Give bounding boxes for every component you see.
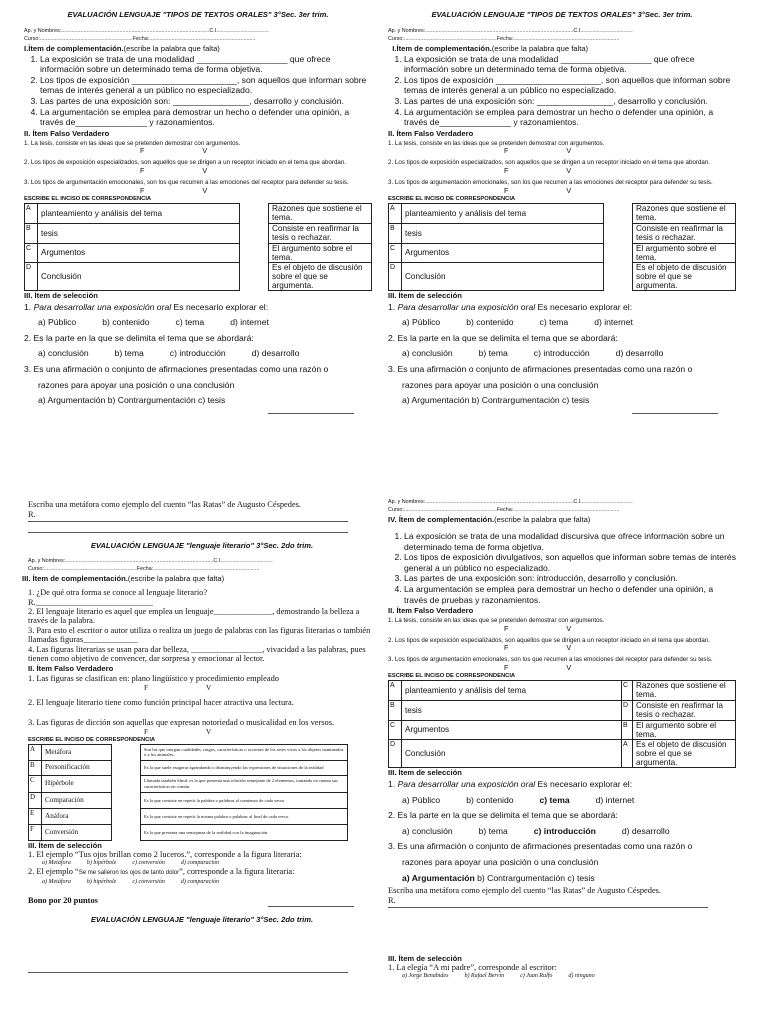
fill-item: 3. Las partes de una exposición son: ________________, desarrollo y conclusión. <box>404 96 736 107</box>
section-seleccion: III. Ítem de selección <box>388 953 462 963</box>
table-row: D Comparación Es la que consiste en repetir la palabra o palabras al comienzo de cada verso. <box>29 792 348 808</box>
student-name-line: Ap. y Nombres:...................................................................................................C.I................................... <box>388 499 633 505</box>
question: 2. El ejemplo “Se me salieron los ojos de tanto dolor”, corresponde a la figura literaria: <box>28 867 295 877</box>
signature-line <box>268 906 354 907</box>
fill-item: 2. Los tipos de exposición divulgativos, son aquellos que informan sobre temas de interés general a un público no especializado. <box>404 552 736 573</box>
course-date-line: Curso:..............................................................Fecha:....................................................................... <box>388 35 620 42</box>
fill-item: 4. La argumentación se emplea para demostrar un hecho o defender una opinión, a través de pruebas y razonamientos. <box>404 584 736 605</box>
options: a) Metáfora b) hipérbole c) conversión d) comparación <box>42 879 219 886</box>
question-cont: razones para apoyar una posición o una conclusión <box>402 379 599 390</box>
exam-answer-key <box>388 498 736 980</box>
fill-item: 1. La exposición se trata de una modalidad ___________________ que ofrece información sobre un determinado tema de forma objetiva. <box>40 54 372 75</box>
tf-options: F V <box>504 643 572 653</box>
fill-item: 1. La exposición se trata de una modalidad ___________________ que ofrece información sobre un determinado tema de forma objetiva. <box>404 54 736 75</box>
tf-items <box>28 674 376 735</box>
question: 2. Es la parte en la que se delimita el tema que se abordará: <box>388 810 618 821</box>
correspondence-title: ESCRIBE EL INCISO DE CORRESPONDENCIA <box>388 672 516 679</box>
table-row: C Argumentos B El argumento sobre el tema. <box>389 720 736 739</box>
bono-label: Bono por 20 puntos <box>28 896 98 906</box>
tf-options: F V <box>504 165 572 175</box>
table-row: A planteamiento y análisis del tema C Razones que sostiene el tema. <box>389 680 736 700</box>
tf-item: 1. Las figuras se clasifican en: plano lingüístico y procedimiento empleado <box>28 674 279 684</box>
tf-options: F V <box>504 146 572 156</box>
tf-item: 1. La tesis, consiste en las ideas que se pretenden demostrar con argumentos. <box>388 617 605 625</box>
fill-item: 4. Las figuras literarias se usan para dar belleza, _________________, vivacidad a las palabras, pues tienen como objetivo de convencer, dar sorpresa y emocionar al lector. <box>28 644 366 664</box>
tf-item: 3. Las figuras de dicción son aquellas que expresan notoriedad o musicalidad en los versos. <box>28 718 335 728</box>
answer-line: R. <box>28 510 348 522</box>
bono-row <box>28 896 376 907</box>
student-name-line: Ap. y Nombres:...................................................................................................C.I................................... <box>388 27 633 34</box>
section-falso-verdadero: II. Ítem Falso Verdadero <box>28 664 114 674</box>
answer-line <box>28 972 348 973</box>
question: 3. Es una afirmación o conjunto de afirmaciones presentadas como una razón o <box>388 841 693 852</box>
section-complementacion: I.Ítem de complementación.(escribe la palabra que falta) <box>24 43 220 53</box>
exam-title: EVALUACIÓN LENGUAJE "TIPOS DE TEXTOS ORALES" 3°Sec. 3er trim. <box>431 10 693 19</box>
correspondence-title: ESCRIBE EL INCISO DE CORRESPONDENCIA <box>24 195 152 202</box>
selection-items <box>388 777 736 886</box>
exam-tipos-textos-orales <box>24 10 372 414</box>
options: a) conclusión b) tema c) introducción d) desarrollo <box>38 348 300 359</box>
question-cont: razones para apoyar una posición o una conclusión <box>402 856 599 867</box>
tf-item: 1. La tesis, consiste en las ideas que se pretenden demostrar con argumentos. <box>24 139 241 147</box>
correspondence-title: ESCRIBE EL INCISO DE CORRESPONDENCIA <box>28 736 156 743</box>
tf-options: F V <box>140 146 208 156</box>
tf-item: 3. Los tipos de argumentación emocionales, son los que recurren a las emociones del receptor para defender su tesis. <box>388 178 713 186</box>
selection-items <box>24 300 372 409</box>
exam-lenguaje-literario <box>22 500 376 973</box>
fill-item: R.____________________________ <box>28 597 153 607</box>
tf-item: 3. Los tipos de argumentación emocionales, son los que recurren a las emociones del receptor para defender su tesis. <box>24 178 349 186</box>
tf-options: F V <box>140 185 208 195</box>
table-row: D Conclusión Es el objeto de discusión sobre el que se argumenta. <box>25 262 372 290</box>
fill-item: 3. Para esto el escritor o autor utiliza o realiza un juego de palabras con las figuras literarias o también llamadas figuras_____________ <box>28 625 371 645</box>
table-row: C Argumentos El argumento sobre el tema. <box>25 243 372 262</box>
question: 1. Para desarrollar una exposición oral Es necesario explorar el: <box>24 301 269 312</box>
course-date-line: Curso:..............................................................Fecha:....................................................................... <box>28 566 260 573</box>
table-row: B tesis D Consiste en reafirmar la tesis o rechazar. <box>389 700 736 720</box>
options: a) conclusión b) tema c) introducción d) desarrollo <box>402 348 664 359</box>
fill-in-list <box>24 54 372 128</box>
options: a) Público b) contenido c) tema d) internet <box>402 794 635 805</box>
fill-item: 2. El lenguaje literario es aquel que emplea un lenguaje______________, demostrando la belleza a través de la palabra. <box>28 607 360 626</box>
tf-item: 1. La tesis, consiste en las ideas que se pretenden demostrar con argumentos. <box>388 139 605 147</box>
student-name-line: Ap. y Nombres:...................................................................................................C.I................................... <box>28 558 273 565</box>
fill-in-list <box>388 54 736 128</box>
options: a) Jorge Benabides b) Rafael Bervín c) Juan Rulfo d) ninguno <box>402 973 595 980</box>
question: 2. Es la parte en la que se delimita el tema que se abordará: <box>388 332 618 343</box>
section-complementacion: IV. Ítem de complementación.(escribe la palabra que falta) <box>388 515 591 524</box>
correspondence-title: ESCRIBE EL INCISO DE CORRESPONDENCIA <box>388 195 516 202</box>
fill-item: 3. Las partes de una exposición son: ________________, desarrollo y conclusión. <box>40 96 372 107</box>
fill-item: 4. La argumentación se emplea para demostrar un hecho o defender una opinión, a través de_______________ y razonamientos. <box>404 107 736 128</box>
section-seleccion: III. Ítem de selección <box>388 290 462 300</box>
signature-line <box>632 413 718 414</box>
question-cont: razones para apoyar una posición o una conclusión <box>38 379 235 390</box>
answer-line: R. <box>388 896 708 908</box>
table-row: A Metáfora Son las que otorgan cualidades, rasgos, características o acciones de los seres vivos a los objetos inanimados o a los animales. <box>29 744 348 760</box>
question: 1. El ejemplo “Tus ojos brillan como 2 luceros.”, corresponde a la figura literaria: <box>28 849 302 859</box>
metaphor-question: Escriba una metáfora como ejemplo del cuento “las Ratas” de Augusto Céspedes. <box>28 500 302 509</box>
fill-in-list <box>388 531 736 605</box>
tf-options: F V <box>504 185 572 195</box>
tf-options: F V <box>144 727 212 736</box>
section-seleccion: III. Ítem de selección <box>24 290 98 300</box>
tf-options: F V <box>144 683 212 692</box>
table-row: B tesis Consiste en reafirmar la tesis o rechazar. <box>25 223 372 243</box>
table-row: D Conclusión Es el objeto de discusión sobre el que se argumenta. <box>389 262 736 290</box>
table-row: A planteamiento y análisis del tema Razones que sostiene el tema. <box>389 203 736 223</box>
table-row: C Hipérbole Llamada también Símil, es la que presenta una relación semejante de 2 elementos, tomando en cuenta sus características en común. <box>29 775 348 792</box>
exam-tipos-textos-orales-copy <box>388 10 736 414</box>
course-date-line: Curso:..............................................................Fecha:....................................................................... <box>388 507 620 513</box>
signature-line <box>268 413 354 414</box>
fill-item: 4. La argumentación se emplea para demostrar un hecho o defender una opinión, a través de_______________ y razonamientos. <box>40 107 372 128</box>
options: a) Público b) contenido c) tema d) internet <box>402 317 633 328</box>
question: 1. Para desarrollar una exposición oral Es necesario explorar el: <box>388 778 633 789</box>
section-falso-verdadero: II. Ítem Falso Verdadero <box>388 128 474 138</box>
tf-item: 3. Los tipos de argumentación emocionales, son los que recurren a las emociones del receptor para defender su tesis. <box>388 656 713 664</box>
fill-in-list <box>28 588 376 663</box>
options: a) Argumentación b) Contrargumentación c) tesis <box>402 872 595 883</box>
table-row: B Personificación Es la que suele exagerar agrandando o disminuyendo las expresiones de situaciones de la realidad <box>29 760 348 775</box>
fill-item: 2. Los tipos de exposición ______________________, son aquellos que informan sobre temas de interés general a un público no especializado. <box>404 75 736 96</box>
question: 2. Es la parte en la que se delimita el tema que se abordará: <box>24 332 254 343</box>
question: 3. Es una afirmación o conjunto de afirmaciones presentadas como una razón o <box>388 363 693 374</box>
correspondence-table <box>24 203 372 291</box>
exam-title: EVALUACIÓN LENGUAJE "lenguaje literario" 3°Sec. 2do trim. <box>90 540 314 550</box>
table-row: A planteamiento y análisis del tema Razones que sostiene el tema. <box>25 203 372 223</box>
tf-options: F V <box>140 165 208 175</box>
fill-item: 1. ¿De qué otra forma se conoce al lenguaje literario? <box>28 588 208 598</box>
tf-item: 2. Los tipos de exposición especializados, son aquellos que se dirigen a un receptor iniciado en el tema que abordan. <box>24 159 346 167</box>
exam-title: EVALUACIÓN LENGUAJE "lenguaje literario" 3°Sec. 2do trim. <box>90 915 314 925</box>
table-row: E Anáfora Es la que consiste en repetir la misma palabra o palabras al final de cada verso. <box>29 808 348 824</box>
tf-item: 2. Los tipos de exposición especializados, son aquellos que se dirigen a un receptor iniciado en el tema que abordan. <box>388 636 710 644</box>
table-row: C Argumentos El argumento sobre el tema. <box>389 243 736 262</box>
section-complementacion: I.Ítem de complementación.(escribe la palabra que falta) <box>392 43 589 53</box>
selection-items <box>28 850 376 887</box>
options: a) conclusión b) tema c) introducción d) desarrollo <box>402 825 670 836</box>
question: 1. Para desarrollar una exposición oral Es necesario explorar el: <box>388 301 633 312</box>
section-falso-verdadero: II. Ítem Falso Verdadero <box>24 128 110 138</box>
options: a) Argumentación b) Contrargumentación c) tesis <box>38 395 226 406</box>
section-seleccion: III. Ítem de selección <box>28 840 102 850</box>
tf-item: 2. El lenguaje literario tiene como función principal hacer atractiva una lectura. <box>28 697 294 707</box>
section-seleccion: III. Ítem de selección <box>388 767 462 777</box>
exam-title: EVALUACIÓN LENGUAJE "TIPOS DE TEXTOS ORALES" 3°Sec. 3er trim. <box>67 10 329 19</box>
course-date-line: Curso:..............................................................Fecha:....................................................................... <box>24 35 256 42</box>
fill-item: 3. Las partes de una exposición son: introducción, desarrollo y conclusión. <box>404 573 736 584</box>
answer-line <box>28 532 348 533</box>
table-row: B tesis Consiste en reafirmar la tesis o rechazar. <box>389 223 736 243</box>
tf-item: 2. Los tipos de exposición especializados, son aquellos que se dirigen a un receptor iniciado en el tema que abordan. <box>388 159 710 167</box>
question: 1. La elegía “A mi padre”, corresponde al escritor: <box>388 962 557 972</box>
question: 3. Es una afirmación o conjunto de afirmaciones presentadas como una razón o <box>24 363 329 374</box>
fill-item: 1. La exposición se trata de una modalidad discursiva que ofrece información sobre un determinado tema de forma objetiva. <box>404 531 736 552</box>
table-row: F Conversión Es la que presenta una semejanza de la realidad con la imaginación <box>29 824 348 840</box>
student-name-line: Ap. y Nombres:...................................................................................................C.I................................... <box>24 27 269 34</box>
correspondence-table <box>388 203 736 291</box>
table-row: D Conclusión A Es el objeto de discusión sobre el que se argumenta. <box>389 739 736 767</box>
options: a) Argumentación b) Contrargumentación c) tesis <box>402 395 590 406</box>
fill-item: 2. Los tipos de exposición ______________________, son aquellos que informan sobre temas de interés general a un público no especializado. <box>40 75 372 96</box>
tf-options: F V <box>504 623 572 633</box>
metaphor-question: Escriba una metáfora como ejemplo del cuento “las Ratas” de Augusto Céspedes. <box>388 886 662 896</box>
section-complementacion: III. Ítem de complementación.(escribe la palabra que falta) <box>22 574 225 584</box>
options: a) Público b) contenido c) tema d) internet <box>38 317 269 328</box>
correspondence-table <box>28 744 348 841</box>
tf-options: F V <box>504 662 572 672</box>
options: a) Metáfora b) hipérbole c) conversión d) comparación <box>42 860 219 867</box>
selection-items <box>388 300 736 409</box>
section-falso-verdadero: II. Ítem Falso Verdadero <box>388 606 474 616</box>
correspondence-table <box>388 680 736 768</box>
